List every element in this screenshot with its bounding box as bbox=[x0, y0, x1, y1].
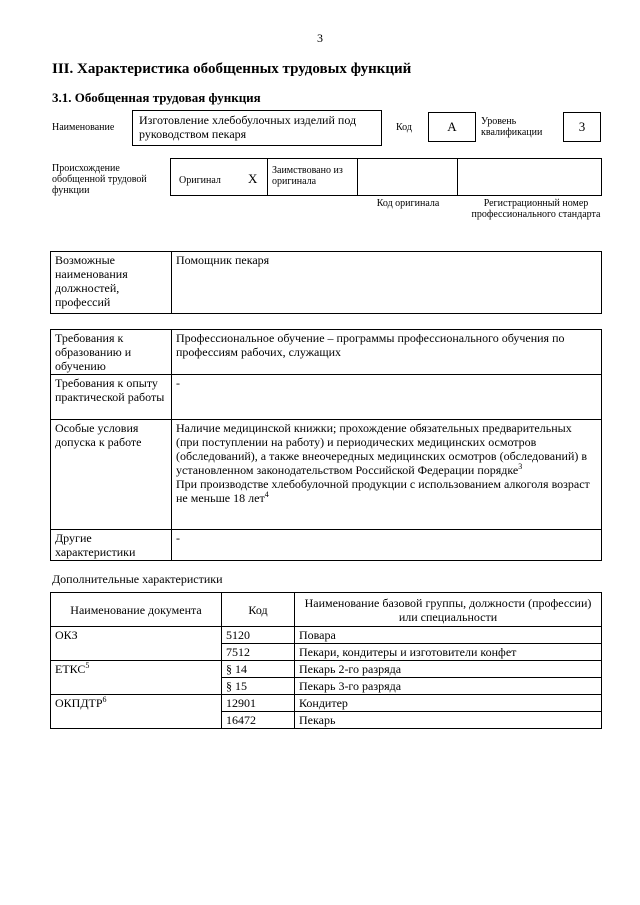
origin-label: Происхождение обобщенной трудовой функции bbox=[52, 163, 147, 196]
doc-cell bbox=[51, 712, 222, 729]
col-header-doc: Наименование документа bbox=[51, 593, 222, 627]
registration-caption: Регистрационный номер профессионального стандарта bbox=[471, 198, 601, 220]
function-name-box bbox=[132, 110, 382, 146]
code-value-box bbox=[428, 112, 476, 142]
admission-text-2: При производстве хлебобулочной продукции с использованием алкоголя возраст не меньше 18 лет bbox=[176, 477, 590, 505]
origin-row bbox=[170, 158, 602, 196]
name-cell: Кондитер bbox=[295, 695, 602, 712]
code-cell: 16472 bbox=[222, 712, 295, 729]
name-cell: Пекари, кондитеры и изготовители конфет bbox=[295, 644, 602, 661]
name-cell: Повара bbox=[295, 627, 602, 644]
level-label: Уровень квалификации bbox=[481, 116, 543, 138]
original-mark: Х bbox=[248, 171, 258, 186]
other-label: Другие характеристики bbox=[51, 530, 172, 561]
table-row bbox=[51, 627, 602, 644]
table-row bbox=[51, 661, 602, 678]
function-name-value: Изготовление хлебобулочных изделий под руководством пекаря bbox=[139, 113, 357, 141]
original-code-caption: Код оригинала bbox=[376, 198, 440, 209]
code-cell: 7512 bbox=[222, 644, 295, 661]
table-row bbox=[51, 678, 602, 695]
positions-label: Возможные наименования должностей, профессий bbox=[51, 252, 172, 314]
table-row bbox=[51, 695, 602, 712]
borrowed-label: Заимствовано из оригинала bbox=[272, 165, 343, 187]
code-cell: § 15 bbox=[222, 678, 295, 695]
col-header-code: Код bbox=[222, 593, 295, 627]
level-value: 3 bbox=[578, 119, 586, 134]
doc-cell: ОКПДТР$^6$ bbox=[51, 695, 222, 712]
admission-value bbox=[172, 420, 602, 530]
section-title: III. Характеристика обобщенных трудовых функций bbox=[52, 61, 412, 77]
education-value: Профессиональное обучение – программы профессионального обучения по профессиям рабочих, служащих bbox=[172, 330, 602, 375]
experience-label: Требования к опыту практической работы bbox=[51, 375, 172, 420]
code-cell: 12901 bbox=[222, 695, 295, 712]
additional-table bbox=[50, 592, 602, 729]
footnote-ref: 5 bbox=[85, 661, 90, 670]
divider bbox=[357, 158, 358, 196]
admission-label: Особые условия допуска к работе bbox=[51, 420, 172, 530]
code-label: Код bbox=[396, 122, 412, 133]
doc-cell: ОКЗ bbox=[51, 627, 222, 644]
requirements-table bbox=[50, 329, 602, 561]
original-label: Оригинал bbox=[179, 175, 221, 186]
level-value-box bbox=[563, 112, 601, 142]
name-cell: Пекарь 3-го разряда bbox=[295, 678, 602, 695]
footnote-ref: 3 bbox=[518, 462, 523, 471]
footnote-ref: 6 bbox=[102, 695, 107, 704]
code-cell: 5120 bbox=[222, 627, 295, 644]
name-cell: Пекарь 2-го разряда bbox=[295, 661, 602, 678]
col-header-name: Наименование базовой группы, должности (профессии) или специальности bbox=[295, 593, 602, 627]
table-row bbox=[51, 644, 602, 661]
divider bbox=[457, 158, 458, 196]
education-label: Требования к образованию и обучению bbox=[51, 330, 172, 375]
additional-title: Дополнительные характеристики bbox=[52, 572, 223, 586]
doc-cell: ЕТКС$^5$ bbox=[51, 661, 222, 678]
code-value: А bbox=[447, 119, 457, 134]
experience-value: - bbox=[172, 375, 602, 420]
name-cell: Пекарь bbox=[295, 712, 602, 729]
doc-cell bbox=[51, 644, 222, 661]
positions-table bbox=[50, 251, 602, 314]
subsection-title: 3.1. Обобщенная трудовая функция bbox=[52, 90, 261, 105]
admission-text-1: Наличие медицинской книжки; прохождение обязательных предварительных (при поступлении на работу) и периодических медицинских осмотров (обследований), а также внеочередных медицинских осмотров (обследований) в установленном законодательством Российской Федерации порядке bbox=[176, 421, 588, 477]
divider bbox=[267, 158, 268, 196]
doc-cell bbox=[51, 678, 222, 695]
code-cell: § 14 bbox=[222, 661, 295, 678]
footnote-ref: 4 bbox=[264, 490, 269, 499]
other-value: - bbox=[172, 530, 602, 561]
page-number: 3 bbox=[317, 31, 323, 45]
positions-value: Помощник пекаря bbox=[172, 252, 602, 314]
table-row bbox=[51, 712, 602, 729]
name-label: Наименование bbox=[52, 122, 115, 133]
